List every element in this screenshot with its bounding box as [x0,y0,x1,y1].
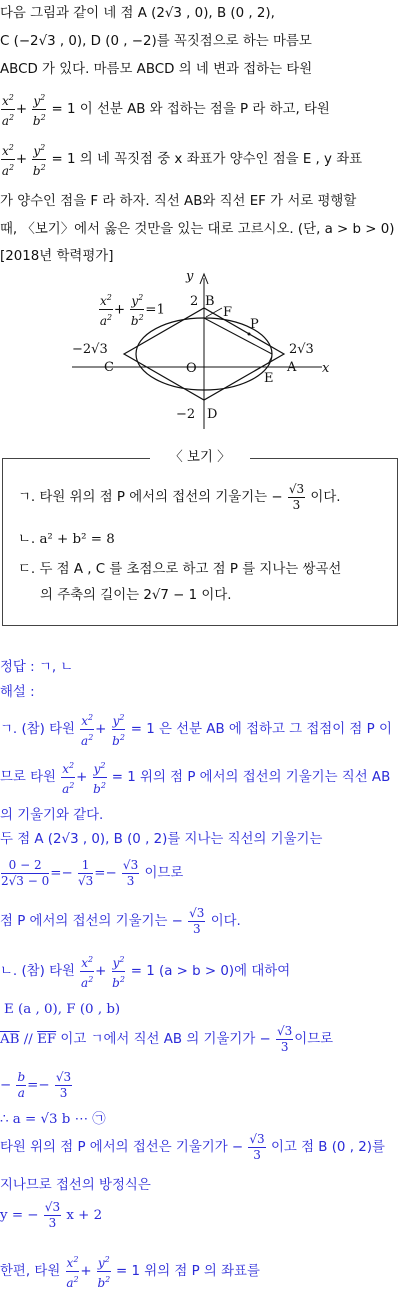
ellipse-frac-y: $\frac{y^2}{b^2}$ [112,952,126,991]
solution-line-5-tail: 이므로 [144,866,184,881]
solution-line-10: − $\frac{b}{a}$ =− $\frac{√3}{3}$ [0,1070,72,1100]
problem-line-8: [2018년 학력평가] [0,249,114,264]
label-b: B [205,294,215,309]
solution-line-12 [0,1126,385,1170]
label-two: 2 [190,294,199,309]
ellipse-frac-x: $\frac{x^2}{a^2}$ [1,140,15,179]
solution-line-14-head: y = − [0,1208,39,1223]
ellipse-frac-y: $\frac{y^2}{b^2}$ [112,710,126,749]
ellipse-frac-y: $\frac{y^2}{b^2}$ [93,758,107,797]
solution-line-7: ㄴ. (참) 타원 $\frac{x^2}{a^2}$ + $\frac{y^2}{b^2}$ = 1 (a > b > 0)에 대하여 [0,950,290,994]
solution-line-14-tail: x + 2 [66,1208,103,1223]
label-p: P [250,317,259,332]
slope-frac: $\frac{√3}{3}$ [44,1200,61,1230]
problem-line-4: $\frac{x^2}{a^2}$ + $\frac{y^2}{b^2}$ = 1 이 선분 AB 와 접하는 점을 P 라 하고, 타원 [0,88,330,132]
solution-line-6-head: 점 P 에서의 접선의 기울기는 − [0,914,183,929]
axis-label-y: y [186,269,194,284]
solution-line-15-head: 한편, 타원 [0,1264,61,1279]
solution-line-7-tail: = 1 (a > b > 0)에 대하여 [130,964,291,979]
problem-line-3: ABCD 가 있다. 마름모 ABCD 의 네 변과 접하는 타원 [0,62,313,77]
problem-line-6: 가 양수인 점을 F 라 하자. 직선 AB와 직선 EF 가 서로 평행할 [0,194,357,209]
slope-frac-2: $\frac{1}{√3}$ [77,858,94,888]
point-p [248,333,251,336]
slope-frac: $\frac{√3}{3}$ [249,1131,265,1162]
slope-frac: $\frac{√3}{3}$ [189,905,205,936]
bogi-item-g-text: ㄱ. 타원 위의 점 P 에서의 접선의 기울기는 − [18,490,283,505]
problem-line-5: $\frac{x^2}{a^2}$ + $\frac{y^2}{b^2}$ = 1 의 네 꼭짓점 중 x 좌표가 양수인 점을 E , y 좌표 [0,138,362,182]
solution-line-15-tail: = 1 위의 점 P 의 좌표를 [116,1264,260,1279]
solution-line-9-text: 이고 ㄱ에서 직선 AB 의 기울기가 − [56,1032,271,1047]
rhombus-ellipse-figure [0,264,400,434]
label-f: F [223,305,233,320]
ellipse-frac-x: $\frac{x^2}{a^2}$ [80,952,94,991]
solution-line-12-tail: 이고 점 B (0 , 2)를 [270,1140,385,1155]
ellipse-frac-y: $\frac{y^2}{b^2}$ [130,290,144,329]
solution-line-8: E (a , 0), F (0 , b) [4,1002,121,1017]
solution-line-2-head: 므로 타원 [0,770,56,785]
explain-header: 해설 : [0,685,35,700]
bogi-item-n: ㄴ. a² + b² = 8 [18,532,115,547]
ellipse-frac-y: $\frac{y^2}{b^2}$ [32,90,46,129]
bogi-item-g [18,478,341,518]
ellipse-frac-x: $\frac{x^2}{a^2}$ [99,290,113,329]
solution-line-4: 두 점 A (2√3 , 0), B (0 , 2)를 지나는 직선의 기울기는 [0,832,323,847]
ellipse-frac-x: $\frac{x^2}{a^2}$ [66,1252,80,1291]
solution-line-1-tail: = 1 은 선분 AB 에 접하고 그 접점이 점 P 이 [130,722,392,737]
label-a: A [287,360,297,375]
slope-frac-1: $\frac{0 - 2}{2√3 - 0}$ [1,858,50,888]
figure-ellipse-equation: $\frac{x^2}{a^2}$ + $\frac{y^2}{b^2}$ =1 [98,290,165,331]
segment-ab: $\overline{AB}$ [0,1032,20,1047]
solution-line-9 [0,1018,333,1062]
label-d: D [207,407,218,422]
label-origin: O [186,361,197,376]
solution-line-1: ㄱ. (참) 타원 $\frac{x^2}{a^2}$ + $\frac{y^2}{b^2}$ = 1 은 선분 AB 에 접하고 그 접점이 점 P 이 [0,708,392,752]
problem-line-1: 다음 그림과 같이 네 점 A (2√3 , 0), B (0 , 2), [0,6,275,21]
solution-line-2-tail: = 1 위의 점 P 에서의 접선의 기울기는 직선 AB [111,770,391,785]
slope-frac: $\frac{√3}{3}$ [277,1023,293,1054]
solution-line-13: 지나므로 접선의 방정식은 [0,1178,151,1193]
problem-line-2: C (−2√3 , 0), D (0 , −2)를 꼭짓점으로 하는 마름모 [0,34,312,49]
solution-line-11: ∴ a = √3 b ⋯ ㉠ [0,1112,106,1127]
label-neg-2root3: −2√3 [72,342,108,357]
problem-line-5-text: = 1 의 네 꼭짓점 중 x 좌표가 양수인 점을 E , y 좌표 [51,152,363,167]
answer-line: 정답 : ㄱ, ㄴ [0,660,74,675]
segment-ef-label: $\overline{EF}$ [37,1032,57,1047]
bogi-title: 〈 보기 〉 [150,448,250,468]
bogi-item-g-tail: 이다. [310,490,341,505]
ellipse-frac-y: $\frac{y^2}{b^2}$ [32,140,46,179]
problem-line-7: 때, 〈보기〉에서 옳은 것만을 있는 대로 고르시오. (단, a > b > 0) [0,222,395,237]
solution-line-6-tail: 이다. [210,914,241,929]
slope-frac: $\frac{√3}{3}$ [288,481,305,512]
label-pos-2root3: 2√3 [289,342,314,357]
ellipse-frac-y: $\frac{y^2}{b^2}$ [97,1252,111,1291]
solution-line-15: 한편, 타원 $\frac{x^2}{a^2}$ + $\frac{y^2}{b^2}$ = 1 위의 점 P 의 좌표를 [0,1250,260,1294]
f-leader [206,308,222,317]
label-e: E [264,371,274,386]
solution-line-7-head: ㄴ. (참) 타원 [0,964,75,979]
solution-line-9-end: 이므로 [294,1032,334,1047]
ellipse-frac-x: $\frac{x^2}{a^2}$ [61,758,75,797]
solution-line-3: 의 기울기와 같다. [0,808,104,823]
solution-line-1-head: ㄱ. (참) 타원 [0,722,75,737]
solution-line-2: 므로 타원 $\frac{x^2}{a^2}$ + $\frac{y^2}{b^2}$ = 1 위의 점 P 에서의 접선의 기울기는 직선 AB [0,756,390,800]
solution-line-6 [0,900,241,944]
bogi-item-d-line-1: ㄷ. 두 점 A , C 를 초점으로 하고 점 P 를 지나는 쌍곡선 [18,562,342,577]
ellipse-frac-x: $\frac{x^2}{a^2}$ [80,710,94,749]
parallel-sign: // [19,1032,38,1047]
solution-line-12-head: 타원 위의 점 P 에서의 접선은 기울기가 − [0,1140,244,1155]
problem-line-4-text: = 1 이 선분 AB 와 접하는 점을 P 라 하고, 타원 [51,102,330,117]
solution-line-14 [0,1194,102,1238]
ellipse-frac-x: $\frac{x^2}{a^2}$ [1,90,15,129]
axis-label-x: x [322,361,330,376]
ratio-frac: $\frac{b}{a}$ [17,1070,26,1100]
bogi-item-d-line-2: 의 주축의 길이는 2√7 − 1 이다. [40,588,232,603]
slope-frac-3: $\frac{√3}{3}$ [122,858,139,888]
label-c: C [104,360,114,375]
solution-line-5: $\frac{0 - 2}{2√3 - 0}$ =− $\frac{1}{√3}$ =− $\frac{√3}{3}$ 이므로 [1,858,184,888]
segment-ef [204,318,272,354]
label-neg-2: −2 [176,407,196,422]
figure-equation-tail: =1 [145,302,165,318]
slope-frac: $\frac{√3}{3}$ [55,1070,72,1100]
